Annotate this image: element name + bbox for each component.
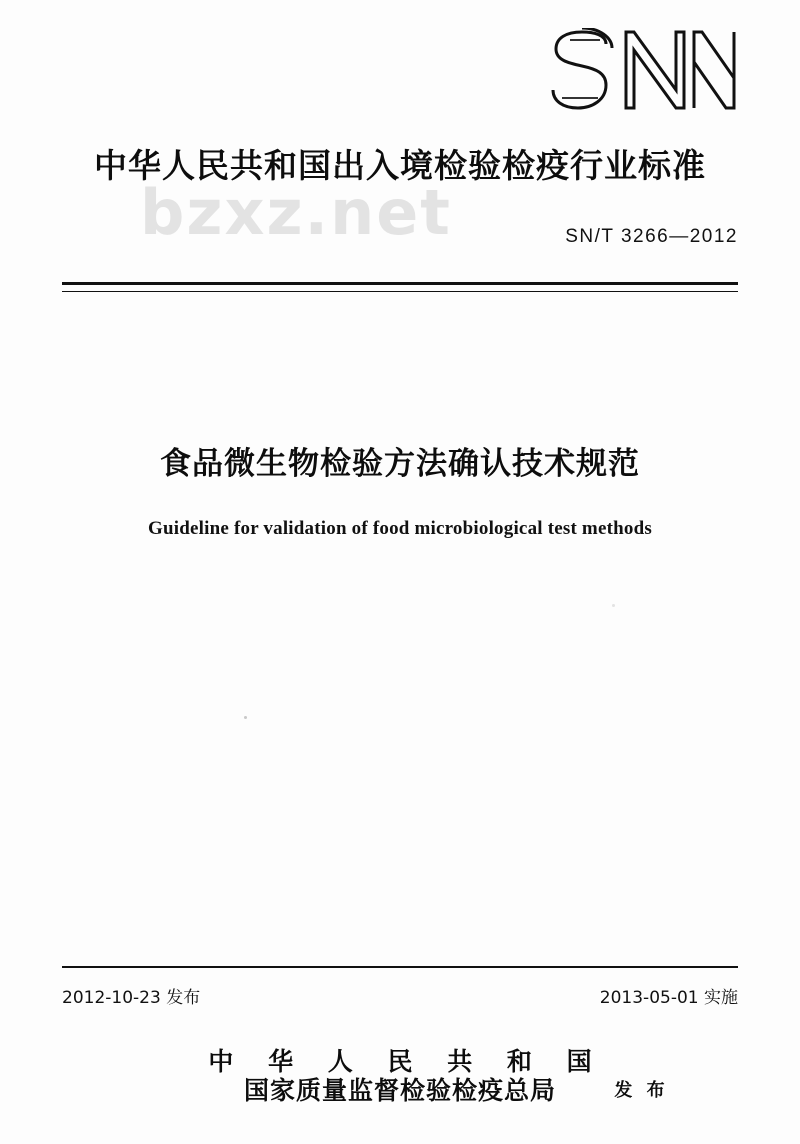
- page-title-cn: 中华人民共和国出入境检验检疫行业标准: [94, 146, 706, 185]
- sn-logo: [548, 28, 738, 120]
- issuer-footer: [0, 1046, 800, 1106]
- main-title-en: Guideline for validation of food microbiological test methods: [148, 518, 652, 539]
- main-title-cn: 食品微生物检验方法确认技术规范: [160, 446, 640, 482]
- issuer-publish-label: 发 布: [614, 1080, 669, 1101]
- issuer-line-2: 国家质量监督检验检疫总局: [243, 1076, 556, 1106]
- standard-number: SN/T 3266—2012: [565, 226, 738, 247]
- divider-thick-top: [62, 282, 738, 285]
- watermark-text: bzxz.net: [140, 176, 452, 249]
- implementation-date: 2013-05-01 实施: [599, 988, 738, 1008]
- divider-thin-top: [62, 291, 738, 292]
- scan-speck: [612, 604, 615, 607]
- issuer-name: [195, 1046, 604, 1106]
- divider-bottom: [62, 966, 738, 968]
- scan-speck: [244, 716, 247, 719]
- issuer-line-1: 中 华 人 民 共 和 国: [208, 1047, 605, 1076]
- issue-date: 2012-10-23 发布: [62, 988, 201, 1008]
